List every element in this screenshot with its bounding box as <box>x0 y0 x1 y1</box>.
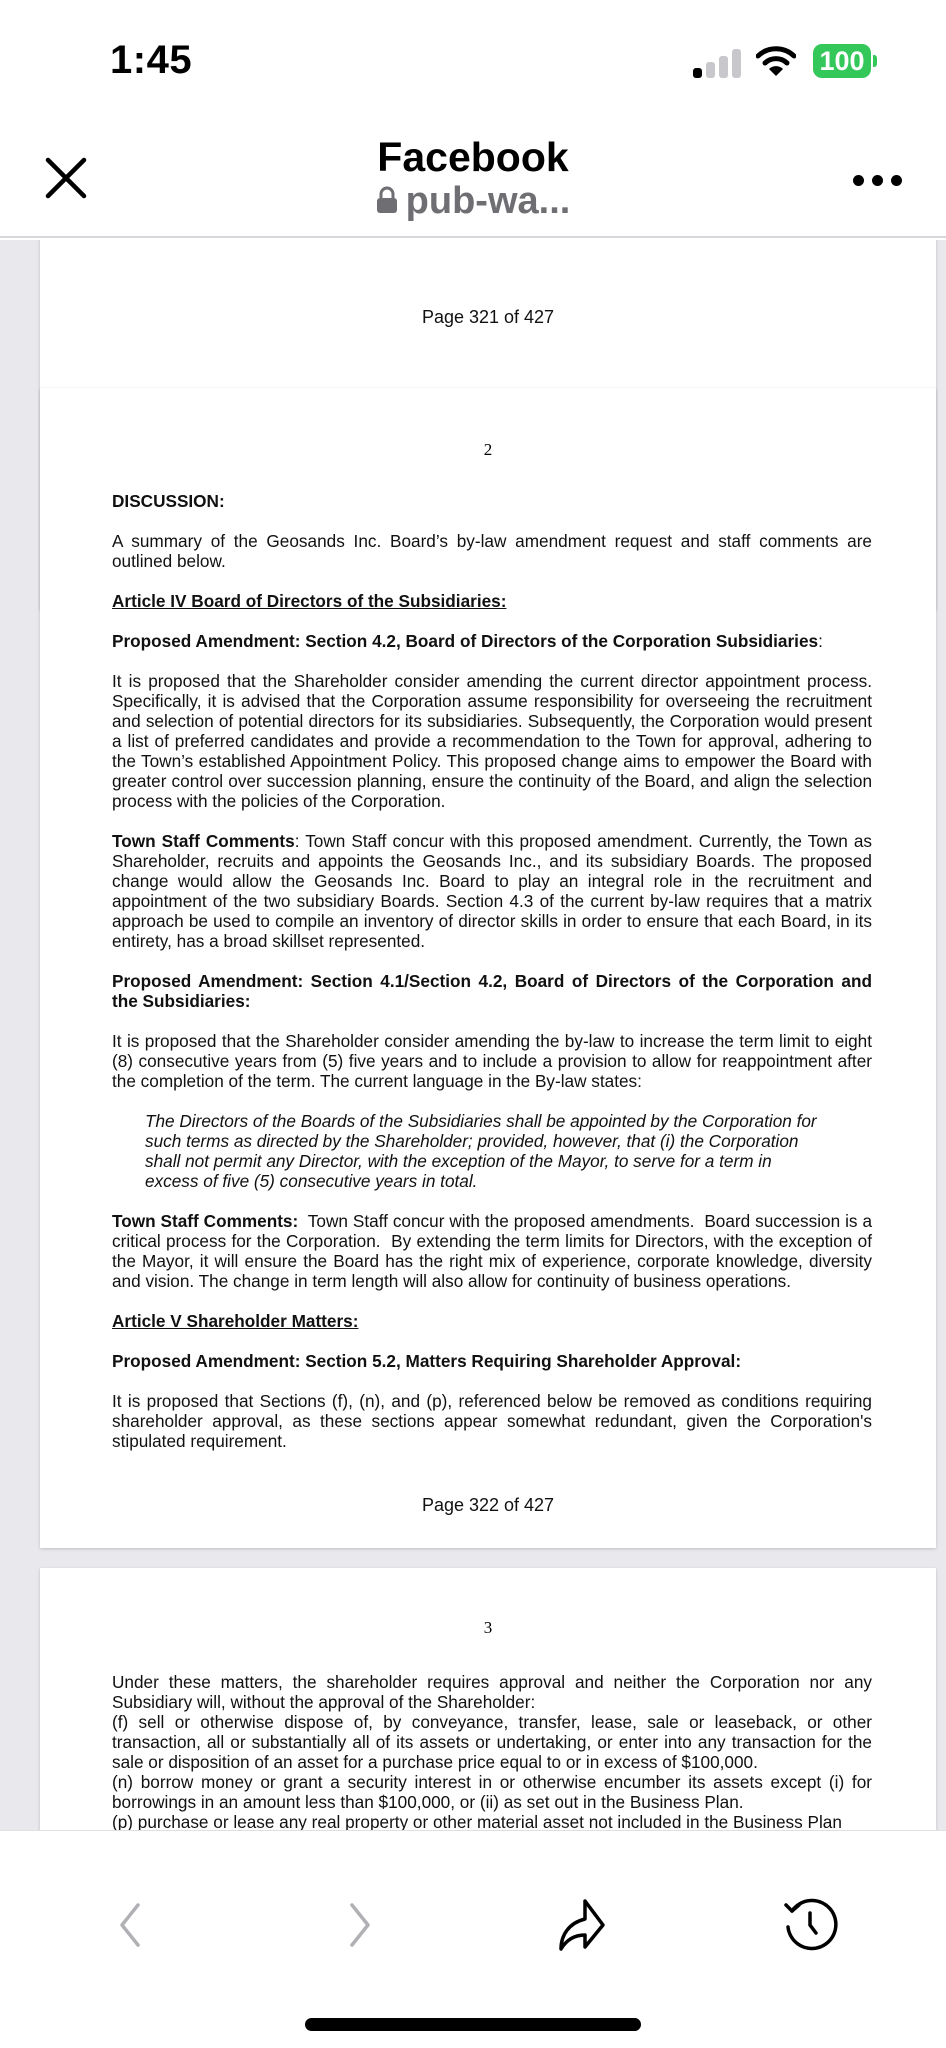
battery-tip <box>873 55 877 67</box>
list-item: (f) sell or otherwise dispose of, by conveyance, transfer, lease, sale or leaseback, or other transaction, all or substantially all of its assets or undertaking, or enter into any transaction for the sale or disposition of an asset for a purchase price equal to or in excess of $100,000. <box>112 1712 872 1772</box>
pdf-viewer[interactable] <box>0 240 946 1830</box>
article-heading: Article V Shareholder Matters: <box>112 1311 359 1331</box>
history-icon[interactable] <box>780 1895 840 1955</box>
document-body <box>112 491 877 1471</box>
list-item: (p) purchase or lease any real property or other material asset not included in the Business Plan <box>112 1812 842 1830</box>
staff-comment <box>112 1211 877 1291</box>
paragraph: Under these matters, the shareholder requires approval and neither the Corporation nor any Subsidiary will, without the approval of the Shareholder: <box>112 1672 872 1712</box>
url-text: pub-wa... <box>405 180 571 222</box>
amendment-heading: Proposed Amendment: Section 4.1/Section 4.2, Board of Directors of the Corporation and the Subsidiaries: <box>112 971 872 1011</box>
page-footer: Page 322 of 427 <box>421 1495 555 1515</box>
paragraph: It is proposed that the Shareholder consider amending the current director appointment process. Specifically, it is advised that the Corporation assume responsibility for overseeing the recruitment and selection of potential directors for its subsidiaries. Subsequently, the Corporation would present a list of preferred candidates and provide a recommendation to the Town for approval, adhering to the Town’s established Appointment Policy. This proposed change aims to empower the Board with greater control over succession planning, ensure the continuity of the Board, and align the selection process with the policies of the Corporation. <box>112 671 872 811</box>
more-icon-dot <box>853 175 864 186</box>
staff-comment-text: : Town Staff concur with this proposed amendment. Currently, the Town as Shareholder, recruits and appoints the Geosands Inc., and its subsidiary Boards. The proposed change would allow the Geosands Inc. Board to play an integral role in the recruitment and appointment of the two subsidiary Boards. Section 4.3 of the current by-law requires that a matrix approach be used to compile an inventory of director skills in order to ensure that each Board, in its entirety, has a broad skillset represented. <box>112 831 872 951</box>
page-number: 2 <box>483 440 493 459</box>
battery-indicator: 100 <box>813 44 871 78</box>
chevron-right-icon[interactable] <box>330 1895 390 1955</box>
share-icon[interactable] <box>553 1895 613 1955</box>
paragraph: A summary of the Geosands Inc. Board’s by-law amendment request and staff comments are outlined below. <box>112 531 872 571</box>
chevron-left-icon[interactable] <box>100 1895 160 1955</box>
pdf-page-323 <box>40 1568 936 1830</box>
amendment-heading <box>112 631 872 651</box>
amendment-title: Proposed Amendment: Section 4.2, Board of Directors of the Corporation Subsidiaries <box>112 631 819 651</box>
page-number: 3 <box>483 1618 493 1637</box>
staff-comment <box>112 831 872 951</box>
section-heading: DISCUSSION: <box>112 491 225 511</box>
colon: : <box>818 631 823 651</box>
lock-icon <box>376 186 398 214</box>
status-time: 1:45 <box>110 38 193 82</box>
staff-comment-label: Town Staff Comments: <box>112 1211 299 1231</box>
status-bar <box>0 0 946 120</box>
staff-comment-label: Town Staff Comments <box>112 831 295 851</box>
staff-comment-text: Town Staff concur with the proposed amendments. Board succession is a critical process for the Corporation. By extending the term limits for Directors, with the exception of the Mayor, it will ensure the Board has the right mix of experience, corporate knowledge, diversity and vision. The change in term length will also allow for continuity of business operations. <box>112 1211 877 1291</box>
article-heading: Article IV Board of Directors of the Subsidiaries: <box>112 591 507 611</box>
cellular-signal-icon <box>693 48 741 78</box>
browser-header <box>0 120 946 238</box>
paragraph: It is proposed that Sections (f), (n), and (p), referenced below be removed as conditions requiring shareholder approval, as these sections appear somewhat redundant, given the Corporation's stipulated requirement. <box>112 1391 872 1451</box>
amendment-heading: Proposed Amendment: Section 5.2, Matters Requiring Shareholder Approval: <box>112 1351 742 1371</box>
pdf-page-322 <box>40 388 936 1548</box>
page-footer: Page 321 of 427 <box>421 307 555 327</box>
document-body <box>112 1672 872 1830</box>
more-icon-dot <box>872 175 883 186</box>
more-options-button[interactable] <box>853 170 903 190</box>
home-indicator[interactable] <box>305 2018 641 2031</box>
page-title: Facebook <box>377 134 569 180</box>
list-item: (n) borrow money or grant a security interest in or otherwise encumber its assets except (i) for borrowings in an amount less than $100,000, or (ii) as set out in the Business Plan. <box>112 1772 872 1812</box>
wifi-icon <box>756 44 796 78</box>
bylaw-quote: The Directors of the Boards of the Subsidiaries shall be appointed by the Corporation for such terms as directed by the Shareholder; provided, however, that (i) the Corporation shall not permit any Director, with the exception of the Mayor, to serve for a term in excess of five (5) consecutive years in total. <box>145 1111 817 1191</box>
more-icon-dot <box>891 175 902 186</box>
browser-toolbar <box>0 1830 946 2048</box>
paragraph: It is proposed that the Shareholder consider amending the by-law to increase the term limit to eight (8) consecutive years from (5) five years and to include a provision to allow for reappointment after the completion of the term. The current language in the By-law states: <box>112 1031 872 1091</box>
url-display[interactable] <box>0 180 946 223</box>
